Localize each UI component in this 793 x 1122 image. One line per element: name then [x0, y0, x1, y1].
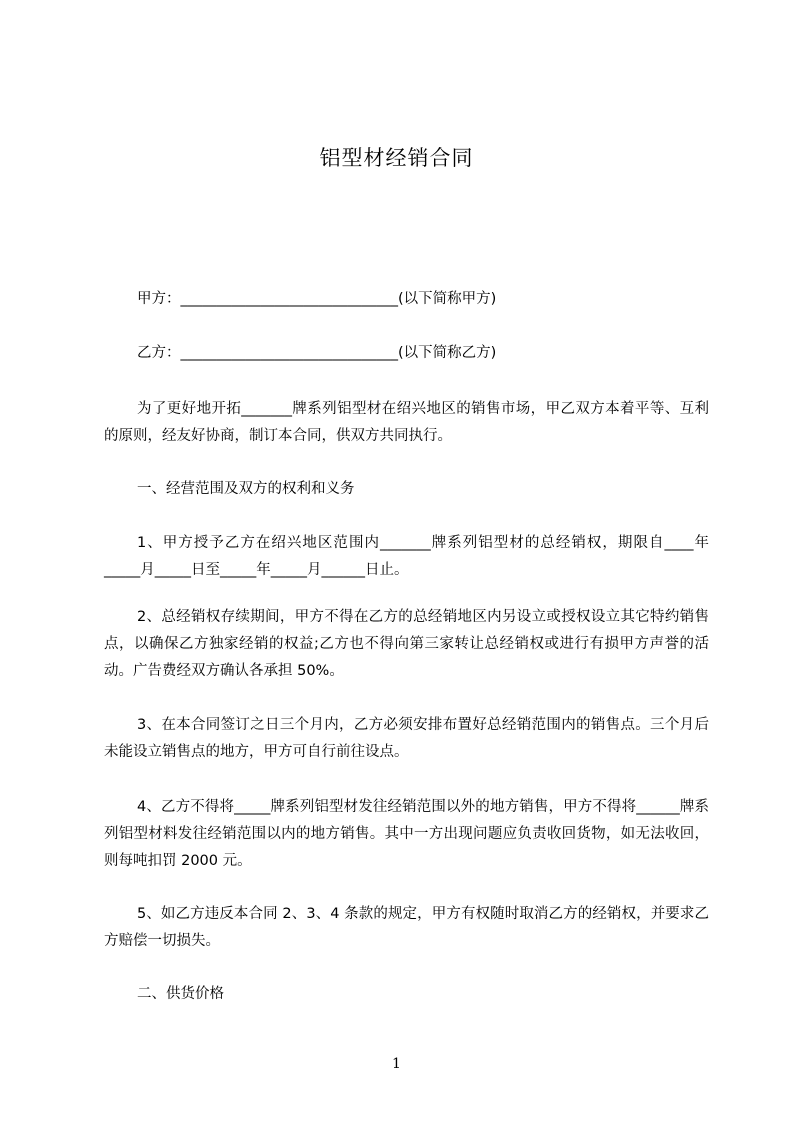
- document-title: 铝型材经销合同: [319, 146, 474, 170]
- section-2-heading: 二、供货价格: [137, 986, 224, 1002]
- intro-paragraph: 为了更好地开拓_______牌系列铝型材在绍兴地区的销售市场，甲乙双方本着平等、互利的原则，经友好协商，制订本合同，供双方共同执行。: [104, 401, 709, 444]
- party-b-line: 乙方：______________________________(以下简称乙方): [137, 345, 497, 361]
- clause-1: 1、甲方授予乙方在绍兴地区范围内_______牌系列铝型材的总经销权，期限自____年_____月_____日至_____年_____月______日止。: [104, 535, 709, 578]
- clause-3: 3、在本合同签订之日三个月内，乙方必须安排布置好总经销范围内的销售点。三个月后未能设立销售点的地方，甲方可自行前往设点。: [104, 717, 709, 760]
- section-1-heading: 一、经营范围及双方的权利和义务: [137, 481, 355, 497]
- clause-2: 2、总经销权存续期间，甲方不得在乙方的总经销地区内另设立或授权设立其它特约销售点，以确保乙方独家经销的权益;乙方也不得向第三家转让总经销权或进行有损甲方声誉的活动。广告费经双方确认各承担 50%。: [104, 609, 709, 679]
- page-number: 1: [392, 1056, 401, 1072]
- clause-5: 5、如乙方违反本合同 2、3、4 条款的规定，甲方有权随时取消乙方的经销权，并要求乙方赔偿一切损失。: [104, 906, 709, 949]
- party-a-line: 甲方：______________________________(以下简称甲方): [137, 291, 497, 307]
- clause-4: 4、乙方不得将_____牌系列铝型材发往经销范围以外的地方销售，甲方不得将______牌系列铝型材料发往经销范围以内的地方销售。其中一方出现问题应负责收回货物，如无法收回，则每吨扣罚 2000 元。: [104, 799, 709, 869]
